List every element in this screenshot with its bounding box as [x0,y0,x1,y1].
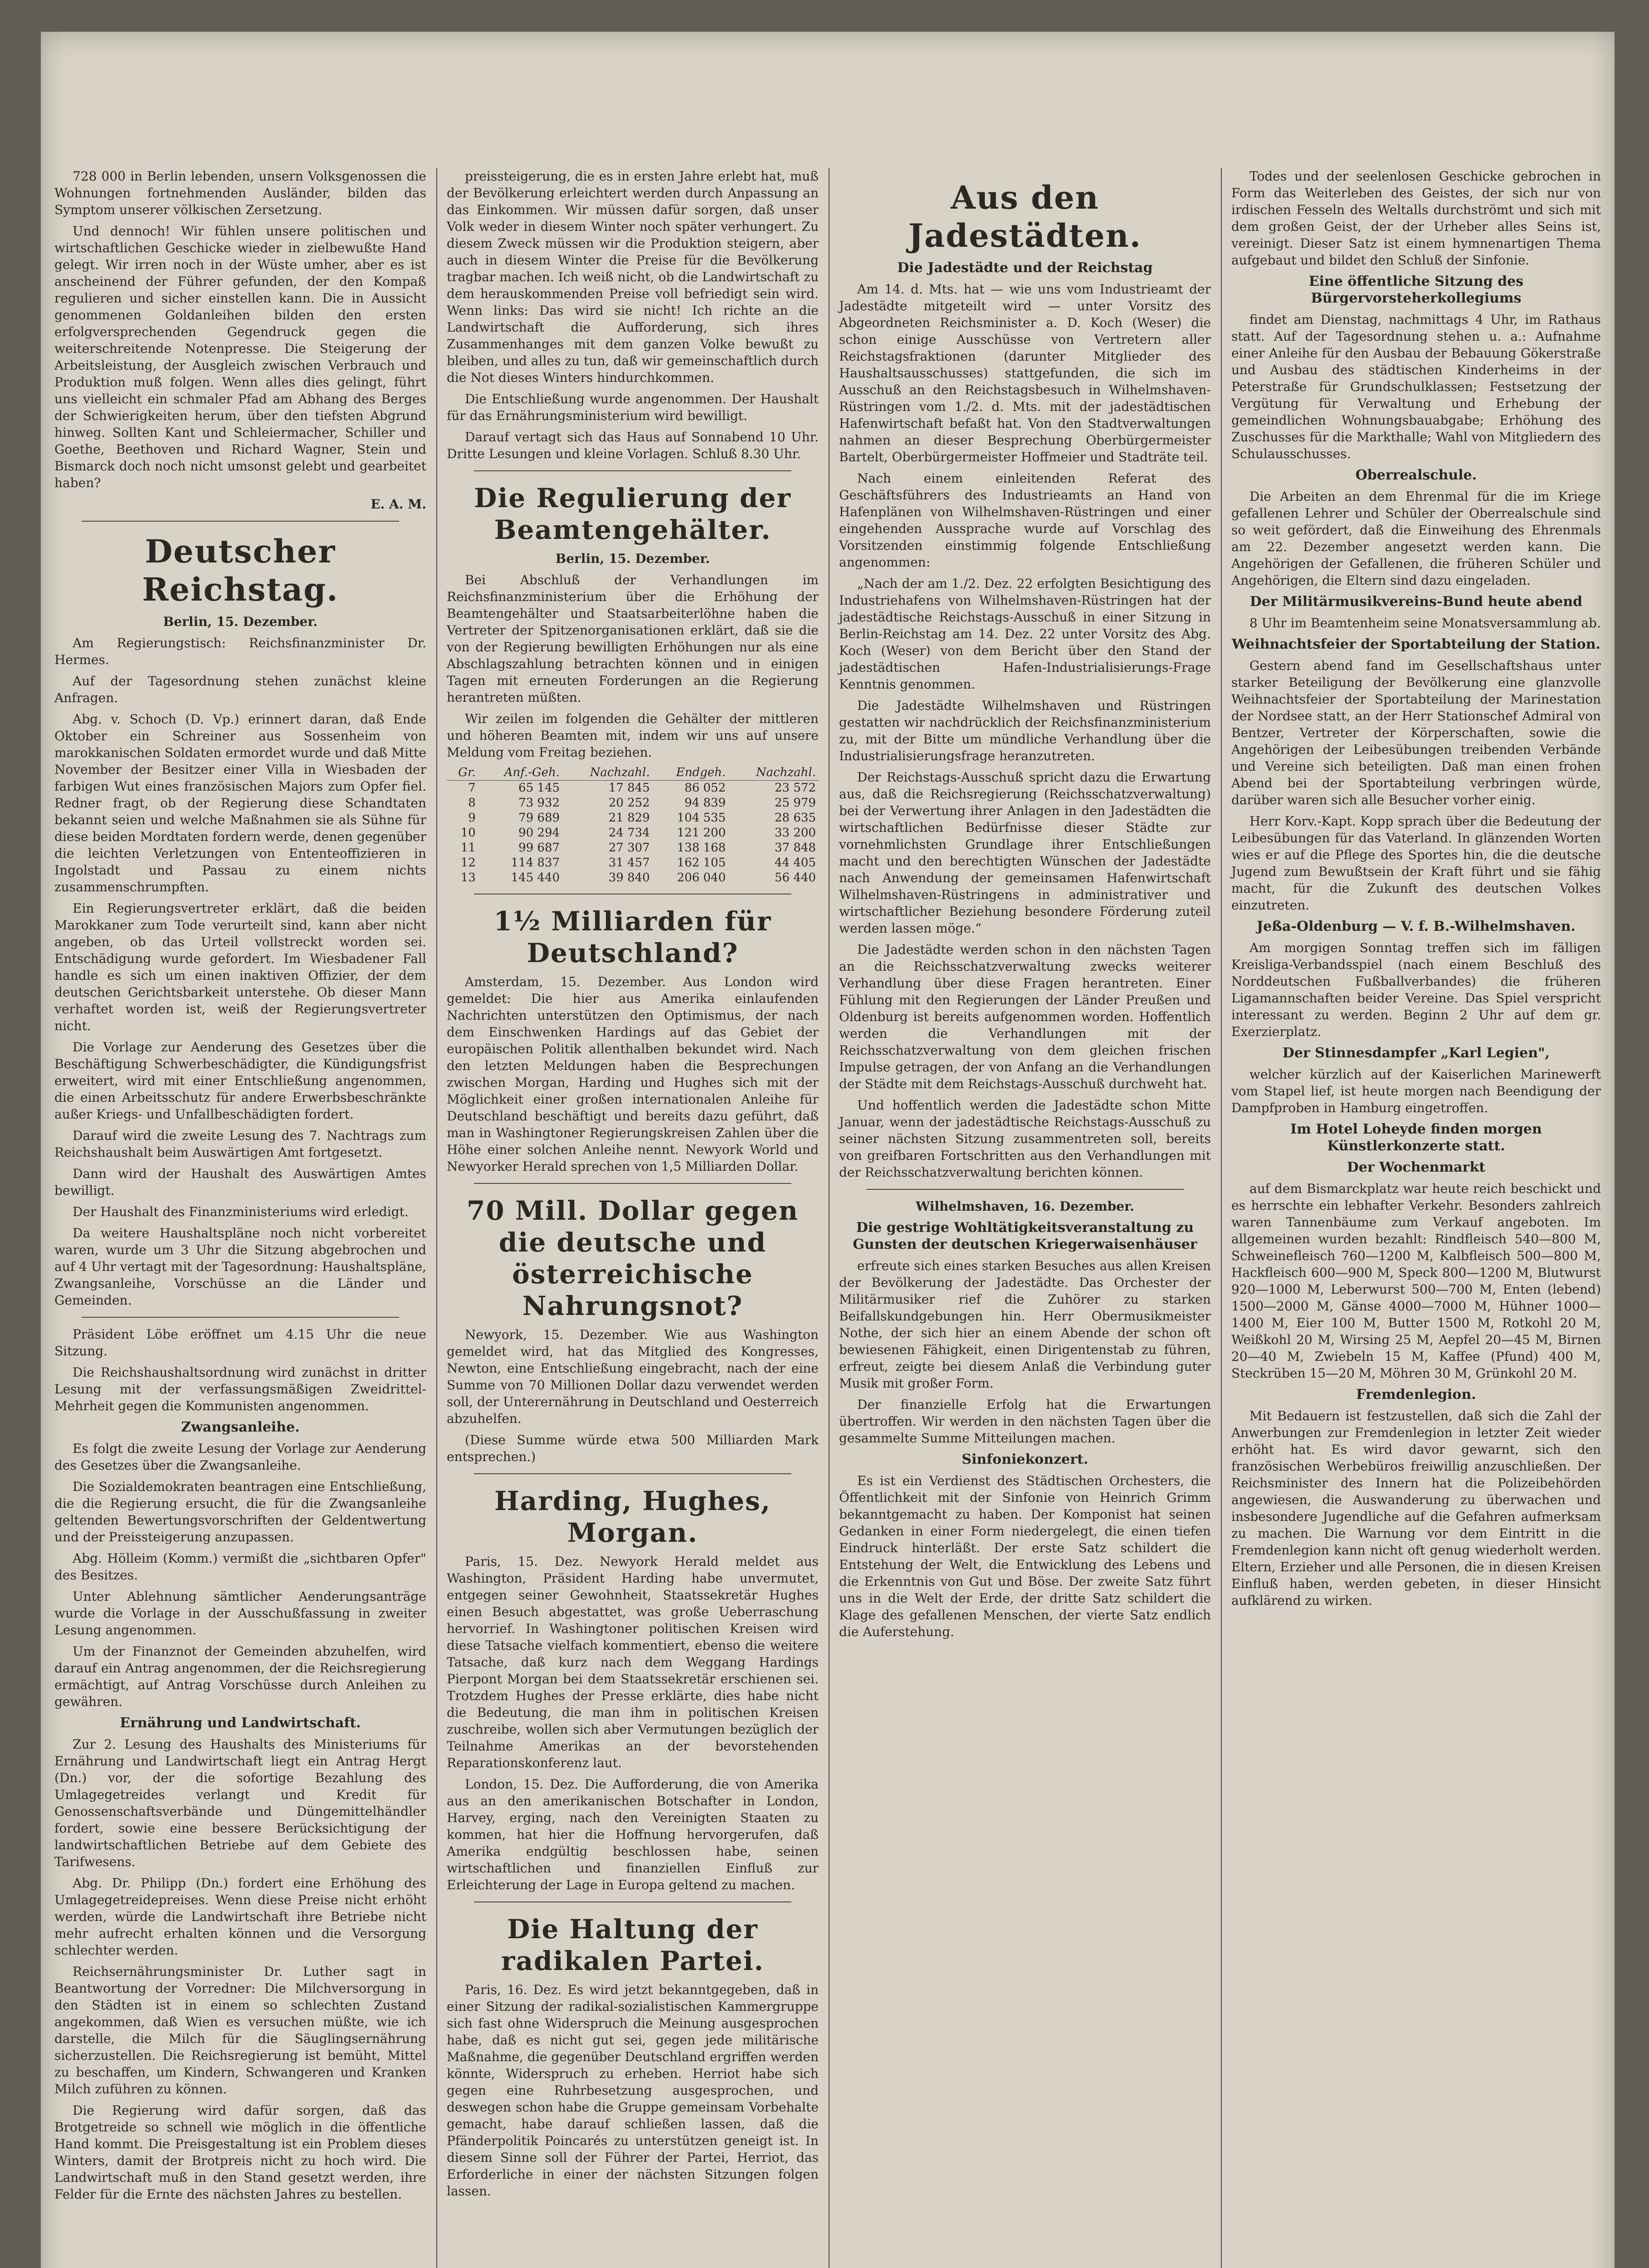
table-cell: 44 405 [775,856,816,870]
table-header: Gr. [447,765,478,781]
subhead: Der Stinnesdampfer „Karl Legien", [1282,1045,1550,1061]
article-text: Mit Bedauern ist festzustellen, daß sich die Zahl der Anwerbungen zur Fremdenlegion in letzter Zeit wieder erhöht hat. Es wird davor gewarnt, sich den französischen Werbebüros freiwillig anzuschließen. Der Reichsminister des Innern hat die Polizeibehörden angewiesen, die Auswanderung zu überwachen und insbesondere Jugendliche auf die Gefahren aufmerksam zu machen. Die Warnung vor dem Eintritt in die Fremdenlegion kann nicht oft genug wiederholt werden. Eltern, Erzieher und alle Personen, die in diesen Kreisen Einfluß haben, werden gebeten, in dieser Hinsicht aufklärend zu wirken. [1231,1408,1601,1608]
article-text: Es folgt die zweite Lesung der Vorlage zur Aenderung des Gesetzes über die Zwangsanleihe. [54,1441,426,1473]
table-cell: 94 839 [684,796,726,810]
column-4 [1231,168,1601,2268]
subhead: Oberrealschule. [1355,467,1477,483]
article-text: Die Regierung wird dafür sorgen, daß das Brotgetreide so schnell wie möglich in die öffentliche Hand kommt. Die Preisgestaltung ist ein Problem dieses Winters, damit der Brotpreis nicht zu hoch wird. Die Landwirtschaft muß in den Stand gesetzt werden, ihre Felder für die Ernte des nächsten Jahres zu bestellen. [54,2103,426,2202]
headline-radikale-partei: Die Haltung der radikalen Partei. [501,1914,764,1976]
article-text: 728 000 in Berlin lebenden, unsern Volksgenossen die Wohnungen fortnehmenden Ausländer, bilden das Symptom unserer völkischen Zersetzung. [54,169,426,217]
table-cell: 206 040 [677,871,726,885]
dateline: Wilhelmshaven, 16. Dezember. [915,1199,1135,1214]
article-text: Darauf vertagt sich das Haus auf Sonnabend 10 Uhr. Dritte Lesungen und kleine Vorlagen. Schluß 8.30 Uhr. [447,430,819,461]
article-text: Gestern abend fand im Gesellschaftshaus unter starker Beteiligung der Bevölkerung eine glanzvolle Weihnachtsfeier der Sportabteilung der Marinestation der Nordsee statt, an der Herr Stationschef Admiral von Bentzer, Vertreter der Körperschaften, sowie die Angehörigen der Leibesübungen treibenden Verbände und Vereine sich beteiligten. Daß man einen frohen Abend bei der Sportabteilung verbringen würde, darüber waren sich alle Besucher vorher einig. [1231,658,1601,807]
salary-table-header [447,765,819,781]
article-text: Ein Regierungsvertreter erklärt, daß die beiden Marokkaner zum Tode verurteilt sind, kann aber nicht angeben, ob das Urteil vollstreckt worden sei. Entschädigung wurde gefordert. Im Wiesbadener Fall handle es sich um einen inaktiven Offizier, der dem deutschen Gerichtsbarkeit unterstehe. Ob dieser Mann verhaftet worden ist, weiß der Regierungsvertreter nicht. [54,901,426,1033]
column-rule [436,168,437,2268]
newspaper-page [41,32,1615,2268]
table-cell: 10 [460,826,476,840]
table-cell: 33 200 [775,826,816,840]
table-cell: 162 105 [677,856,726,870]
column-rule [1221,168,1222,2268]
subhead: Der Wochenmarkt [1347,1159,1486,1175]
subhead-ernaehrung: Ernährung und Landwirtschaft. [120,1715,361,1731]
article-text: Am 14. d. Mts. hat — wie uns vom Industrieamt der Jadestädte mitgeteilt wird — unter Vorsitz des Abgeordneten Reichsminister a. D. Koch (Weser) die schon einige Ausschüsse von Vertretern aller Reichstagsfraktionen (darunter Mitglieder des Haushaltsausschusses) stattgefunden, die sich im Ausschuß an den Reichstagsbesuch in Wilhelmshaven-Rüstringen vom 1./2. d. Mts. mit der jadestädtischen Hafenwirtschaft befaßt hat. Von den Stadtverwaltungen nahmen an dieser Besprechung Oberbürgermeister Bartelt, Oberbürgermeister Hoffmeier und Stadträte teil. [839,282,1211,464]
article-text: Die Reichshaushaltsordnung wird zunächst in dritter Lesung mit der verfassungsmäßigen Zweidrittel-Mehrheit gegen die Kommunisten angenommen. [54,1365,426,1413]
subhead: Die gestrige Wohltätigkeitsveranstaltung zu Gunsten der deutschen Kriegerwaisenhäuser [853,1220,1197,1252]
article-text: Abg. Hölleim (Komm.) vermißt die „sichtbaren Opfer" des Besitzes. [54,1551,426,1583]
headline-nahrungsnot: 70 Mill. Dollar gegen die deutsche und österreichische Nahrungsnot? [466,1195,799,1321]
article-text: findet am Dienstag, nachmittags 4 Uhr, im Rathaus statt. Auf der Tagesordnung stehen u. a.: Aufnahme einer Anleihe für den Ausbau der Bebauung Gökerstraße und Ausbau des städtischen Kinderheims in der Peterstraße für Grundschulklassen; Festsetzung der Vergütung für Verwaltung und Erhebung der gemeindlichen Wohnungsbauabgabe; Erhöhung des Zuschusses für die Markthalle; Wahl von Mitgliedern des Schulausschusses. [1231,312,1601,461]
divider [474,1901,791,1902]
table-cell: 20 252 [608,796,650,810]
article-text: Herr Korv.-Kapt. Kopp sprach über die Bedeutung der Leibesübungen für das Vaterland. In glänzenden Worten wies er auf die Pflege des Sportes hin, die die deutsche Jugend zum Bewußtsein der Kraft führt und sie fähig macht, für die Zukunft des deutschen Volkes einzutreten. [1231,814,1601,913]
table-cell: 114 837 [511,856,560,870]
table-cell: 9 [468,811,476,825]
article-text: Da weitere Haushaltspläne noch nicht vorbereitet waren, wurde um 3 Uhr die Sitzung abgebrochen und auf 4 Uhr vertagt mit der Tagesordnung: Haushaltspläne, Zwangsanleihe, Vorschüsse an die Länder und Gemeinden. [54,1226,426,1308]
table-header: Anf.-Geh. [478,765,562,781]
table-row [447,811,819,826]
article-text: Wir zeilen im folgenden die Gehälter der mittleren und höheren Beamten mit, indem wir uns auf unsere Meldung vom Freitag beziehen. [447,711,819,760]
table-cell: 13 [460,871,476,885]
table-cell: 21 829 [608,811,650,825]
table-row [447,841,819,855]
article-text: Die Arbeiten an dem Ehrenmal für die im Kriege gefallenen Lehrer und Schüler der Oberrealschule sind so weit gefördert, daß die Einweihung des Ehrenmals am 22. Dezember angesetzt werden kann. Die Angehörigen der Gefallenen, die früheren Schüler und Angehörigen, die Eltern sind dazu eingeladen. [1231,489,1601,588]
table-cell: 17 845 [608,781,650,795]
article-text: Abg. Dr. Philipp (Dn.) fordert eine Erhöhung des Umlagegetreidepreises. Wenn diese Preise nicht erhöht werden, würde die Landwirtschaft ihre Betriebe nicht mehr aufrecht erhalten können und die Versorgung schlechter werden. [54,1876,426,1958]
table-cell: 39 840 [608,871,650,885]
article-text: Die Entschließung wurde angenommen. Der Haushalt für das Ernährungsministerium wird bewilligt. [447,391,819,423]
article-text: Die Vorlage zur Aenderung des Gesetzes über die Beschäftigung Schwerbeschädigter, die Kündigungsfrist erweitert, wird mit einer Entschließung angenommen, die einen Arbeitsschutz für andere Erwerbsbeschränkte außer Kriegs- und Unfallbeschädigten fordert. [54,1040,426,1122]
table-header: Nachzahl. [562,765,653,781]
divider [474,1473,791,1474]
table-cell: 138 168 [677,841,726,855]
headline-beamtengehaelter: Die Regulierung der Beamtengehälter. [474,483,791,545]
headline-jadestaedte: Aus den Jadestädten. [908,179,1142,254]
table-cell: 7 [468,781,476,795]
table-cell: 12 [460,856,476,870]
table-row [447,781,819,796]
article-text: Die Sozialdemokraten beantragen eine Entschließung, die die Regierung ersucht, die für die Zwangsanleihe geltenden Bewertungsvorschriften der Geldentwertung und der Preissteigerung anzupassen. [54,1479,426,1545]
article-text: Reichsernährungsminister Dr. Luther sagt in Beantwortung der Vorredner: Die Milchversorgung in den Städten ist in einem so schlechten Zustand angekommen, daß Wien es versuchen müßte, wie ich darstelle, die Milch für die Säuglingsernährung sicherzustellen. Die Reichsregierung ist bemüht, Mittel zu beschaffen, um Kindern, Schwangeren und Kranken Milch zuführen zu können. [54,1964,426,2097]
headline-reichstag: Deutscher Reichstag. [142,533,339,608]
article-text: Am Regierungstisch: Reichsfinanzminister Dr. Hermes. [54,635,426,667]
article-text: Dann wird der Haushalt des Auswärtigen Amtes bewilligt. [54,1166,426,1198]
article-text: Der Reichstags-Ausschuß spricht dazu die Erwartung aus, daß die Reichsregierung (Reichsschatzverwaltung) bei der Verwertung ihrer Anlagen in den Jadestädten die wirtschaftlichen Bedürfnisse dieser Städte zur vornehmlichsten Grundlage ihrer Entschließungen macht und den berechtigten Wünschen der Jadestädte nach Anwendung der gemeinsamen Hafenwirtschaft Wilhelmshaven-Rüstringens in administrativer und wirtschaftlicher Beziehung besondere Förderung zuteil werden lassen möge.“ [839,770,1211,936]
divider [82,1317,399,1318]
divider [82,521,399,522]
subhead: Fremdenlegion. [1356,1387,1476,1403]
article-text: (Diese Summe würde etwa 500 Milliarden Mark entsprechen.) [447,1432,819,1464]
table-row [447,870,819,885]
article-text: 8 Uhr im Beamtenheim seine Monatsversammlung ab. [1249,616,1601,631]
table-cell: 11 [460,841,476,855]
article-text: Am morgigen Sonntag treffen sich im fälligen Kreisliga-Verbandsspiel (nach einem Beschluß des Norddeutschen Fußballverbandes) die früheren Ligamannschaften beider Vereine. Das Spiel verspricht interessant zu werden. Beginn 2 Uhr auf dem gr. Exerzierplatz. [1231,940,1601,1039]
column-1 [54,168,426,2268]
table-cell: 86 052 [684,781,726,795]
subhead: Der Militärmusikvereins-Bund heute abend [1249,594,1583,610]
article-text: auf dem Bismarckplatz war heute reich beschickt und es herrschte ein lebhafter Verkehr. Besonders zahlreich waren Tannenbäume zum Verkauf angeboten. Im allgemeinen wurden bezahlt: Rindfleisch 540—800 M, Schweinefleisch 760—1200 M, Kalbfleisch 500—800 M, Hackfleisch 600—900 M, Speck 800—1200 M, Blutwurst 920—1000 M, Leberwurst 500—700 M, Enten (lebend) 1500—2000 M, Gänse 4000—7000 M, Hühner 1000—1400 M, Eier 100 M, Butter 1500 M, Rotkohl 20 M, Weißkohl 20 M, Wirsing 25 M, Aepfel 20—45 M, Birnen 20—40 M, Zwiebeln 15 M, Kaffee (Pfund) 400 M, Steckrüben 15—20 M, Möhren 30 M, Grünkohl 20 M. [1231,1181,1601,1381]
article-text: Nach einem einleitenden Referat des Geschäftsführers des Industrieamts an Hand von Hafenplänen von Wilhelmshaven-Rüstringen und einer eingehenden Aussprache wurde auf Vorschlag des Vorsitzenden einstimmig folgende Entschließung angenommen: [839,471,1211,570]
headline-milliarden: 1½ Milliarden für Deutschland? [493,906,772,968]
subhead: Jeßa-Oldenburg — V. f. B.-Wilhelmshaven. [1257,919,1576,934]
dateline: Berlin, 15. Dezember. [163,614,318,629]
table-row [447,826,819,841]
article-text: Amsterdam, 15. Dezember. Aus London wird gemeldet: Die hier aus Amerika einlaufenden Nachrichten unterstützen den Optimismus, der nach dem Einschwenken Hardings auf das Gebiet der europäischen Politik allenthalben bekundet wird. Nach den letzten Meldungen haben die Besprechungen zwischen Morgan, Harding und Hughes sich mit der Möglichkeit einer großen internationalen Anleihe für Deutschland beschäftigt und bereits dazu geführt, daß man in Washingtoner Regierungskreisen Zahlen über die Höhe einer solchen Anleihe nennt. Newyork World und Newyorker Herald sprechen von 1,5 Milliarden Dollar. [447,974,819,1174]
table-row [447,855,819,870]
table-header: Nachzahl. [728,765,819,781]
dateline: Berlin, 15. Dezember. [555,551,710,566]
article-text: Bei Abschluß der Verhandlungen im Reichsfinanzministerium über die Erhöhung der Beamtengehälter und Staatsarbeiterlöhne haben die Vertreter der Spitzenorganisationen erklärt, daß sie die von der Regierung bewilligten Erhöhungen nur als eine Abschlagszahlung betrachten können und in einigen Tagen mit erneuten Forderungen an die Regierung herantreten müßten. [447,572,819,705]
subhead-zwangsanleihe: Zwangsanleihe. [181,1419,300,1435]
table-header: Endgeh. [653,765,728,781]
table-cell: 24 734 [608,826,650,840]
author-signature: E. A. M. [371,497,426,512]
headline-harding: Harding, Hughes, Morgan. [494,1486,771,1548]
table-cell: 65 145 [518,781,560,795]
table-cell: 121 200 [677,826,726,840]
article-text: Die Jadestädte werden schon in den nächsten Tagen an die Reichsschatzverwaltung zwecks weiterer Verhandlung über diese Fragen herantreten. Einer Fühlung mit den Regierungen der Länder Preußen und Oldenburg ist bereits aufgenommen worden. Hoffentlich werden die Verhandlungen mit der Reichsschatzverwaltung von dem gleichen frischen Impulse getragen, der von Anfang an die Verhandlungen der Städte mit dem Reichstags-Ausschuß durchweht hat. [839,942,1211,1091]
article-text: preissteigerung, die es in ersten Jahre erlebt hat, muß der Bevölkerung erleichtert werden durch Anpassung an das Einkommen. Wir müssen dafür sorgen, daß unser Volk weder in diesem Winter noch später verhungert. Zu diesem Zweck müssen wir die Produktion steigern, aber auch in diesem Winter die Preise für die Bevölkerung tragbar machen. Ich weiß nicht, ob die Landwirtschaft zu dem herauskommenden Preise voll befriedigt sein wird. Wenn links: Das wird sie nicht! Ich richte an die Landwirtschaft die Aufforderung, sich ihres Zusammenhanges mit dem ganzen Volke bewußt zu bleiben, und alles zu tun, daß wir gemeinschaftlich durch die Not dieses Winters hindurchkommen. [447,169,819,385]
subhead: Sinfoniekonzert. [961,1452,1088,1467]
table-cell: 8 [468,796,476,810]
table-cell: 56 440 [775,871,816,885]
article-text: Es ist ein Verdienst des Städtischen Orchesters, die Öffentlichkeit mit der Sinfonie von Heinrich Grimm bekanntgemacht zu haben. Der Komponist hat seinen Gedanken in einer Form niedergelegt, die einen tiefen Eindruck hinterläßt. Der erste Satz schildert die Entstehung der Welt, die Entwicklung des Lebens und die Erkenntnis von Gut und Böse. Der zweite Satz führt uns in die Welt der Erde, der dritte Satz schildert die Klage des gefallenen Menschen, der vierte Satz endlich die Auferstehung. [839,1473,1211,1639]
subhead: Weihnachtsfeier der Sportabteilung der Station. [1232,636,1600,652]
subhead: Im Hotel Loheyde finden morgen Künstlerkonzerte statt. [1290,1121,1542,1154]
article-text: Abg. v. Schoch (D. Vp.) erinnert daran, daß Ende Oktober ein Schreiner aus Sossenheim von marokkanischen Soldaten ermordet wurde und daß Mitte November der Besitzer einer Villa in Wiesbaden der farbigen Wut eines französischen Majors zum Opfer fiel. Redner fragt, ob der Regierung diese Schandtaten bekannt seien und welche Maßnahmen sie als Sühne für diese beiden Mordtaten fordern werde, denen gegenüber die leichten Verletzungen von Ententeoffizieren in Ingolstadt und Passau zu einem nichts zusammenschrumpften. [54,712,426,894]
table-cell: 27 307 [608,841,650,855]
column-3 [839,168,1211,2268]
table-cell: 145 440 [511,871,560,885]
table-cell: 104 535 [677,811,726,825]
article-text: „Nach der am 1./2. Dez. 22 erfolgten Besichtigung des Industriehafens von Wilhelmshaven-Rüstringen hat der jadestädtische Reichstags-Ausschuß in einer Sitzung in Berlin-Reichstag am 14. Dez. 22 unter Vorsitz des Abg. Koch (Weser) von dem Bericht über den Stand der jadestädtischen Hafen-Industrialisierungs-Frage Kenntnis genommen. [839,576,1211,692]
table-cell: 79 689 [518,811,560,825]
article-text: Präsident Löbe eröffnet um 4.15 Uhr die neue Sitzung. [54,1327,426,1359]
article-text: Und dennoch! Wir fühlen unsere politischen und wirtschaftlichen Geschicke wieder in zielbewußte Hand gelegt. Wir irren noch in der Wüste umher, aber es ist anscheinend der Führer gefunden, der den Kompaß regulieren und sicher einstellen kann. Die in Aussicht genommenen Goldanleihen bilden den ersten erfolgversprechenden Gegendruck gegen die weiterschreitende Notenpresse. Die Steigerung der Arbeitsleistung, der Ausgleich zwischen Verbrauch und Produktion muß folgen. Wenn alles dies gelingt, führt uns vielleicht ein schmaler Pfad am Abhang des Berges der Schwierigkeiten herum, über den tiefsten Abgrund hinweg. Sollten Kant und Schleiermacher, Schiller und Goethe, Beethoven und Richard Wagner, Stein und Bismarck doch noch nicht umsonst gelebt und gearbeitet haben? [54,224,426,490]
column-2 [447,168,819,2268]
article-text: Auf der Tagesordnung stehen zunächst kleine Anfragen. [54,674,426,705]
divider [474,1183,791,1184]
article-text: welcher kürzlich auf der Kaiserlichen Marinewerft vom Stapel lief, ist heute morgen nach Beendigung der Dampfproben in Hamburg eingetroffen. [1231,1067,1601,1115]
table-cell: 99 687 [518,841,560,855]
subhead: Die Jadestädte und der Reichstag [897,260,1153,276]
article-text: erfreute sich eines starken Besuches aus allen Kreisen der Bevölkerung der Jadestädte. Das Orchester der Militärmusiker rief die Zuhörer zu starken Beifallskundgebungen hin. Herr Obermusikmeister Nothe, der sich hier an einem Abende der schon oft bewiesenen Fähigkeit, einen Dirigentenstab zu führen, erfreut, zeigte bei diesem Anlaß die Verbindung guter Musik mit großer Form. [839,1258,1211,1391]
table-cell: 90 294 [518,826,560,840]
article-text: Die Jadestädte Wilhelmshaven und Rüstringen gestatten wir nachdrücklich der Reichsfinanzministerium zu, mit der Bitte um mündliche Verhandlung über die Industrialisierungsfrage heranzutreten. [839,698,1211,763]
article-text: Paris, 15. Dez. Newyork Herald meldet aus Washington, Präsident Harding habe unvermutet, entgegen seiner Gewohnheit, Staatssekretär Hughes einen Besuch abgestattet, was große Ueberraschung hervorrief. In Washingtoner politischen Kreisen wird diese Tatsache vielfach kommentiert, ebenso die weitere Tatsache, daß kurz nach dem Weggang Hardings Pierpont Morgan bei dem Staatssekretär erschienen sei. Trotzdem Hughes der Presse erklärte, dies habe nicht die Bedeutung, die man ihm in politischen Kreisen zuschreibe, wollen sich aber Vermutungen bezüglich der Teilnahme Amerikas an der bevorstehenden Reparationskonferenz laut. [447,1554,819,1770]
table-cell: 31 457 [608,856,650,870]
table-cell: 23 572 [775,781,816,795]
article-text: Der Haushalt des Finanzministeriums wird erledigt. [73,1204,409,1219]
table-cell: 73 932 [518,796,560,810]
table-cell: 37 848 [775,841,816,855]
divider [474,470,791,471]
divider [866,1189,1184,1190]
article-text: Der finanzielle Erfolg hat die Erwartungen übertroffen. Wir werden in den nächsten Tagen über die gesammelte Summe Mitteilungen machen. [839,1397,1211,1446]
table-row [447,796,819,811]
subhead: Eine öffentliche Sitzung des Bürgervorsteherkollegiums [1308,274,1524,306]
article-text: Paris, 16. Dez. Es wird jetzt bekanntgegeben, daß in einer Sitzung der radikal-sozialistischen Kammergruppe sich fast ohne Widerspruch die Meinung ausgesprochen habe, daß es nicht gut sei, gegen jede militärische Maßnahme, die gegenüber Deutschland ergriffen werden könnte, Widerspruch zu erheben. Herriot habe sich gegen eine Ruhrbesetzung ausgesprochen, und deswegen schon habe die Gruppe gemeinsam Vorbehalte gemacht, habe darauf schließen lassen, daß die Pfänderpolitik Poincarés zu unterstützen geneigt ist. In diesem Sinne soll der Führer der Partei, Herriot, das Erforderliche in einer der nächsten Sitzungen folgen lassen. [447,1982,819,2199]
article-text: Zur 2. Lesung des Haushalts des Ministeriums für Ernährung und Landwirtschaft liegt ein Antrag Hergt (Dn.) vor, der die sofortige Bezahlung des Umlagegetreides verlangt und Kredit für Genossenschaftsverbände und Düngemittelhändler fordert, sowie eine bessere Berücksichtigung der landwirtschaftlichen Betriebe auf dem Gebiete des Tarifwesens. [54,1737,426,1869]
article-text: Und hoffentlich werden die Jadestädte schon Mitte Januar, wenn der jadestädtische Reichstags-Ausschuß zu seiner nächsten Sitzung zusammentreten soll, bereits von greifbaren Fortschritten aus den Verhandlungen mit der Reichsschatzverwaltung berichten können. [839,1098,1211,1180]
table-cell: 28 635 [775,811,816,825]
article-text: Todes und der seelenlosen Geschicke gebrochen in Form das Weiterleben des Geistes, der sich nur von irdischen Fesseln des Weltalls durchströmt und sich mit dem großen Geist, der der Urheber alles Seins ist, vereinigt. Dieser Satz ist einem hymnenartigen Thema aufgebaut und bildet den Schluß der Sinfonie. [1231,169,1601,268]
article-text: Um der Finanznot der Gemeinden abzuhelfen, wird darauf ein Antrag angenommen, der die Reichsregierung ermächtigt, auf Antrag Vorschüsse durch Anleihen zu gewähren. [54,1644,426,1709]
article-text: London, 15. Dez. Die Aufforderung, die von Amerika aus an den amerikanischen Botschafter in London, Harvey, erging, nach den Vereinigten Staaten zu kommen, hat hier die Hoffnung hervorgerufen, daß Amerika endgültig beschlossen habe, seinen wirtschaftlichen und finanziellen Einfluß zur Erleichterung der Lage in Europa geltend zu machen. [447,1777,819,1892]
article-text: Unter Ablehnung sämtlicher Aenderungsanträge wurde die Vorlage in der Ausschußfassung in zweiter Lesung angenommen. [54,1589,426,1637]
article-text: Newyork, 15. Dezember. Wie aus Washington gemeldet wird, hat das Mitglied des Kongresses, Newton, eine Entschließung eingebracht, nach der eine Summe von 70 Millionen Dollar dazu verwendet werden soll, der Unterernährung in Deutschland und Oesterreich abzuhelfen. [447,1327,819,1426]
table-cell: 25 979 [775,796,816,810]
article-text: Darauf wird die zweite Lesung des 7. Nachtrags zum Reichshaushalt beim Auswärtigen Amt fortgesetzt. [54,1128,426,1160]
salary-table [447,765,819,885]
